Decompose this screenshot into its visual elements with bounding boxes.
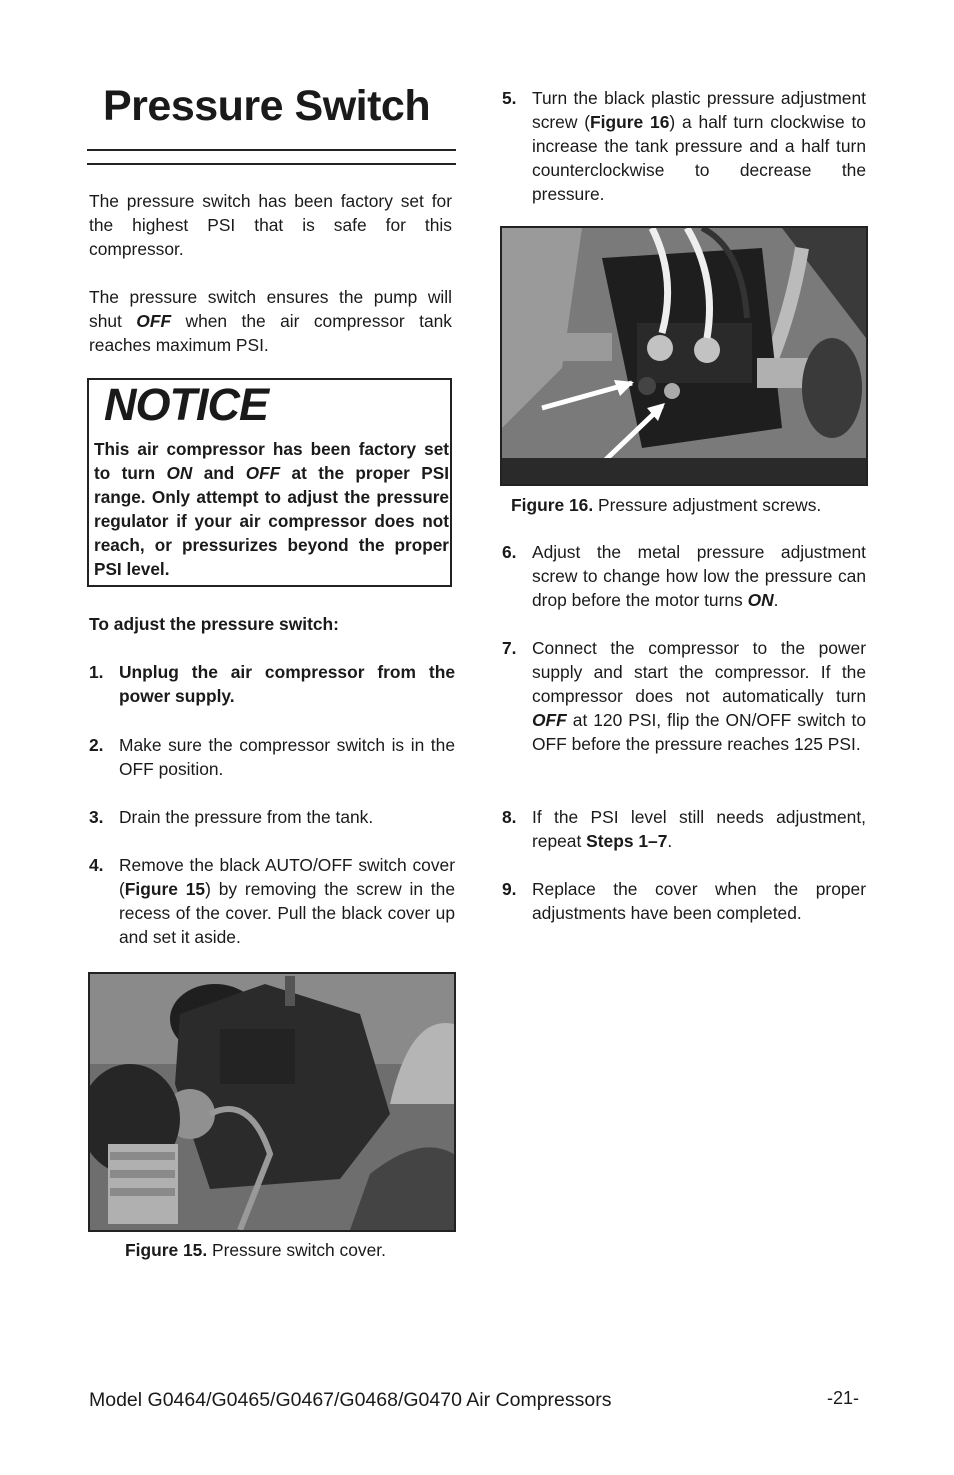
step-text: Make sure the compressor switch is in the OFF position. [119,735,455,779]
figure-15-caption: Figure 15. Pressure switch cover. [125,1240,386,1260]
intro-paragraph-1: The pressure switch has been factory set for the highest PSI that is safe for this compressor. [89,191,452,259]
step-number: 6. [502,542,517,562]
step-8 [502,805,866,853]
step-number: 7. [502,638,517,658]
step-text: Unplug the air compressor from the power supply. [119,662,455,706]
title-rule-top [87,149,456,151]
step-number: 3. [89,807,104,827]
step-5 [502,86,866,206]
notice-text: This air compressor has been factory set to turn ON and OFF at the proper PSI range. Only attempt to adjust the pressure regulator if your air compressor does not reach, or pressurizes beyond the proper PSI level. [94,439,449,579]
step-text: Adjust the metal pressure adjustment screw to change how low the pressure can drop before the motor turns ON. [532,542,866,610]
step-text: Replace the cover when the proper adjustments have been completed. [532,879,866,923]
step-3 [89,805,455,829]
pressure-adjustment-screws-image [502,228,866,484]
step-4 [89,853,455,949]
step-text: Drain the pressure from the tank. [119,807,374,827]
procedure-heading: To adjust the pressure switch: [89,614,339,634]
step-text: Turn the black plastic pressure adjustment screw (Figure 16) a half turn clockwise to increase the tank pressure and a half turn counterclockwise to decrease the pressure. [532,88,866,204]
page-number: -21- [827,1388,860,1408]
step-2 [89,733,455,781]
figure-15-photo [88,972,456,1232]
figure-16-photo [500,226,868,486]
step-1 [89,660,455,708]
step-number: 4. [89,855,104,875]
step-number: 8. [502,807,517,827]
title-rule-bottom [87,163,456,165]
step-text: Remove the black AUTO/OFF switch cover (Figure 15) by removing the screw in the recess of the cover. Pull the black cover up and set it aside. [119,855,455,947]
intro-paragraph-2: The pressure switch ensures the pump will shut OFF when the air compressor tank reaches maximum PSI. [89,287,452,355]
step-number: 2. [89,735,104,755]
step-9 [502,877,866,925]
step-6 [502,540,866,612]
step-number: 9. [502,879,517,899]
page-title: Pressure Switch [103,82,431,130]
step-text: If the PSI level still needs adjustment, repeat Steps 1–7. [532,807,866,851]
notice-heading: NOTICE [104,379,269,430]
step-number: 5. [502,88,517,108]
footer-model: Model G0464/G0465/G0467/G0468/G0470 Air Compressors [89,1389,612,1411]
figure-16-caption: Figure 16. Pressure adjustment screws. [511,495,822,515]
step-text: Connect the compressor to the power supply and start the compressor. If the compressor does not automatically turn OFF at 120 PSI, flip the ON/OFF switch to OFF before the pressure reaches 125 PSI. [532,638,866,754]
step-number: 1. [89,662,104,682]
step-7 [502,636,866,780]
pressure-switch-cover-image [90,974,454,1230]
